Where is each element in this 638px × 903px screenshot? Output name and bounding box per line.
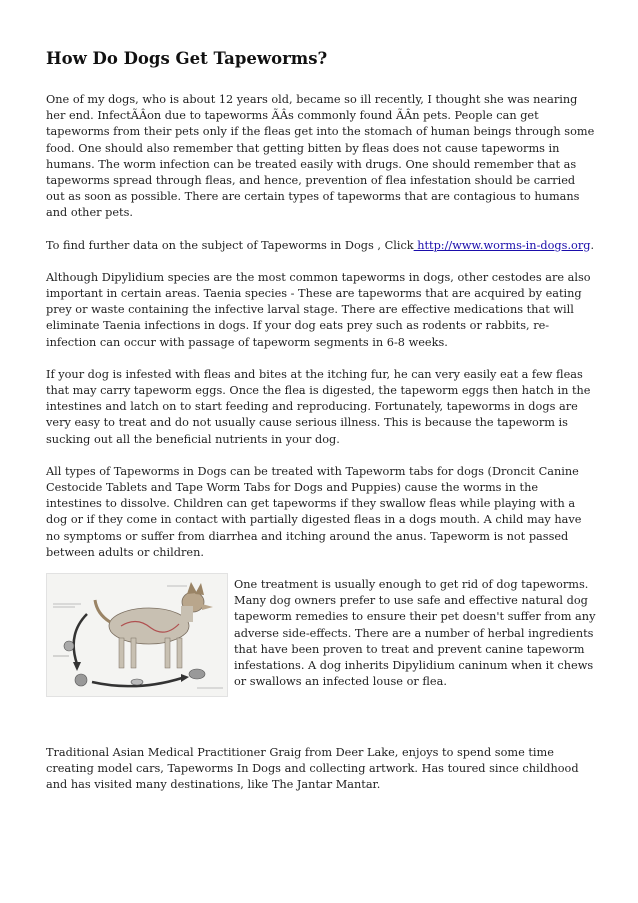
link-suffix: . (590, 238, 595, 252)
paragraph-fleas: If your dog is infested with fleas and bites at the itching fur, he can very easily eat a few fleas that may carry tapeworm eggs. Once the flea is digested, the tapeworm eggs then hatch in the intestines and latch on to start feeding and reproducing. Fortunately, tapeworms in dogs are very easy to treat and do not usually cause serious illness. This is because the tapeworm is sucking out all the beneficial nutrients in your dog. (46, 367, 591, 446)
tapeworm-lifecycle-diagram (46, 573, 228, 697)
worms-in-dogs-link[interactable]: http://www.worms-in-dogs.org (413, 238, 591, 252)
paragraph-treatment: All types of Tapeworms in Dogs can be treated with Tapeworm tabs for dogs (Droncit Canine Cestocide Tablets and Tape Worm Tabs for Dogs and Puppies) cause the worms in the intestines to dissolve. Children can get tapeworms if they swallow fleas while playing with a dog or if they come in contact with partially digested fleas in a dogs mouth. A child may have no symptoms or suffer from diarrhea and itching around the anus. Tapeworm is not passed between adults or children. (46, 464, 582, 559)
tapeworm-lifecycle-illustration (47, 574, 227, 696)
paragraph-link (46, 238, 596, 254)
paragraph-dipylidium: Although Dipylidium species are the most common tapeworms in dogs, other cestodes are also important in certain areas. Taenia species - These are tapeworms that are acquired by eating prey or waste containing the infective larval stage. There are effective medications that will eliminate Taenia infections in dogs. If your dog eats prey such as rodents or rabbits, re-infection can occur with passage of tapeworm segments in 6-8 weeks. (46, 270, 591, 349)
paragraph-intro: One of my dogs, who is about 12 years old, became so ill recently, I thought she was nearing her end. InfectÃÂon due to tapeworms ÃÂs commonly found ÃÂn pets. People can get tapeworms from their pets only if the fleas get into the stomach of human beings through some food. One should also remember that getting bitten by fleas does not cause tapeworms in humans. The worm infection can be treated easily with drugs. One should remember that as tapeworms spread through fleas, and hence, prevention of flea infestation should be carried out as soon as possible. There are certain types of tapeworms that are contagious to humans and other pets. (46, 93, 595, 220)
page-title: How Do Dogs Get Tapeworms? (46, 49, 328, 68)
figure-row (46, 577, 596, 727)
link-prefix: To find further data on the subject of Tapeworms in Dogs , Click (46, 238, 414, 252)
paragraph-remedies: One treatment is usually enough to get rid of dog tapeworms. Many dog owners prefer to use safe and effective natural dog tapeworm remedies to ensure their pet doesn't suffer from any adverse side-effects. There are a number of herbal ingredients that have been proven to treat and prevent canine tapeworm infestations. A dog inherits Dipylidium caninum when it chews or swallows an infected louse or flea. (234, 578, 596, 689)
author-bio: Traditional Asian Medical Practitioner Graig from Deer Lake, enjoys to spend some time creating model cars, Tapeworms In Dogs and collecting artwork. Has toured since childhood and has visited many destinations, like The Jantar Mantar. (46, 746, 579, 792)
document-page (46, 48, 596, 810)
